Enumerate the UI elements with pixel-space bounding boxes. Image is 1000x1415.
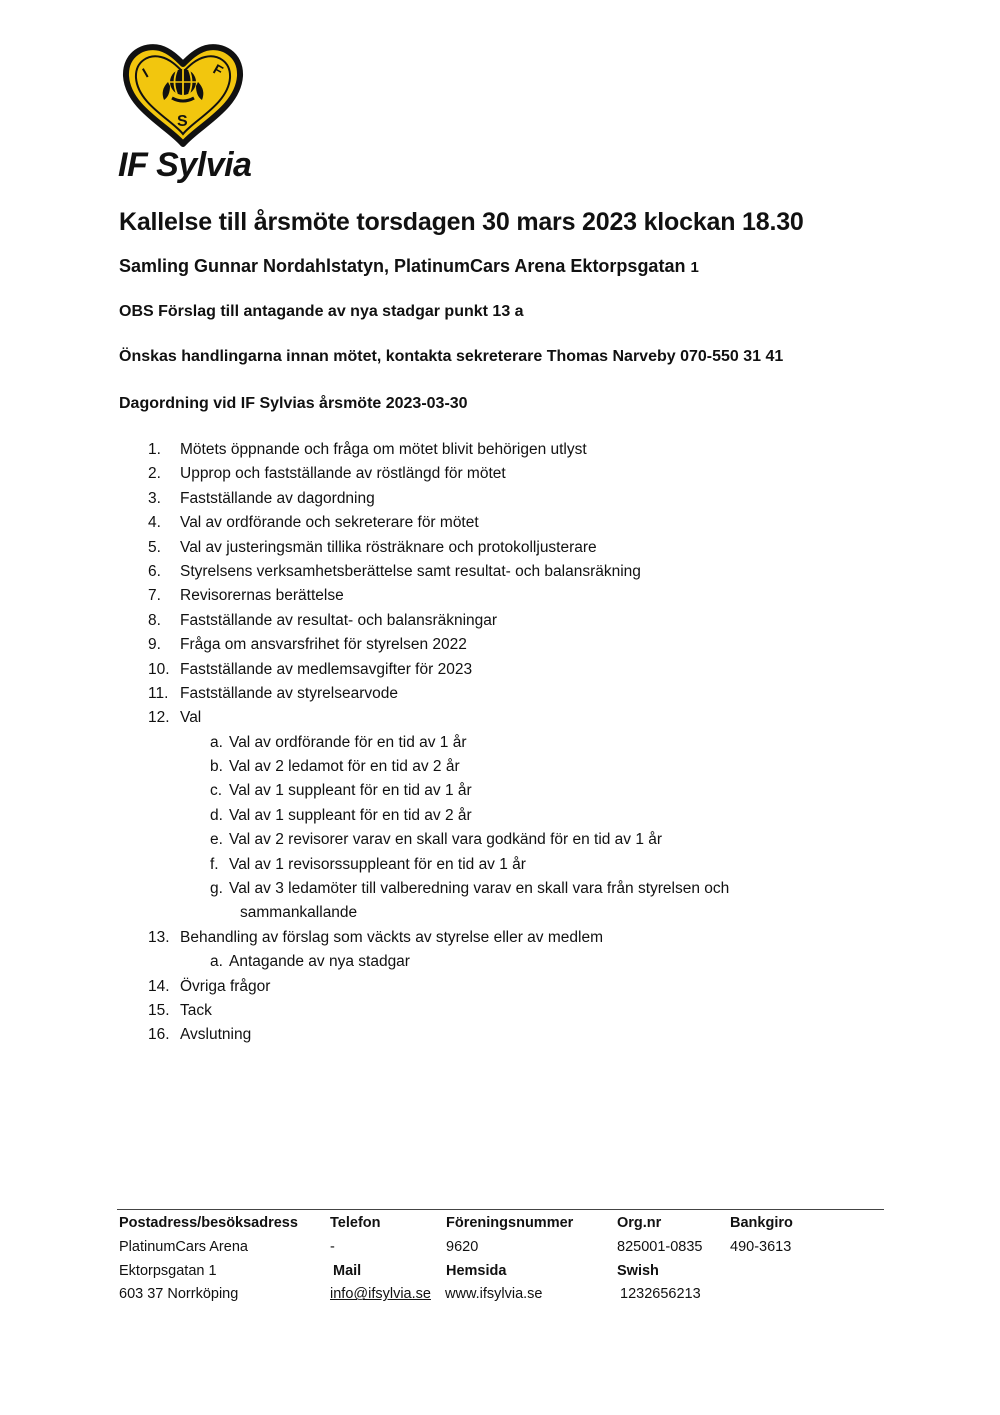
agenda-item: 8. Fastställande av resultat- och balansräkningar: [148, 611, 498, 629]
association-number-label: Föreningsnummer: [446, 1215, 574, 1231]
club-logo: [116, 40, 252, 190]
footer-row: [0, 1283, 1000, 1307]
agenda-item: 5. Val av justeringsmän tillika rösträknare och protokolljusterare: [148, 538, 597, 556]
postal-label: Postadress/besöksadress: [119, 1215, 298, 1231]
postal-line-3: 603 37 Norrköping: [119, 1286, 239, 1303]
agenda-subitem: d. Val av 1 suppleant för en tid av 2 år: [210, 806, 472, 824]
footer-row: [0, 1212, 1000, 1236]
agenda-heading: Dagordning vid IF Sylvias årsmöte 2023-03-30: [119, 395, 468, 412]
agenda-item: 6. Styrelsens verksamhetsberättelse samt resultat- och balansräkning: [148, 562, 641, 580]
postal-line-2: Ektorpsgatan 1: [119, 1262, 217, 1279]
agenda-item: 3. Fastställande av dagordning: [148, 489, 375, 507]
agenda-item: 9. Fråga om ansvarsfrihet för styrelsen 2022: [148, 636, 467, 654]
agenda-item: 2. Upprop och fastställande av röstlängd för mötet: [148, 465, 506, 483]
agenda-subitem: f. Val av 1 revisorssuppleant för en tid av 1 år: [210, 855, 526, 873]
phone-label: Telefon: [330, 1215, 381, 1231]
agenda-item: 10. Fastställande av medlemsavgifter för 2023: [148, 660, 473, 678]
footer-row: [0, 1236, 1000, 1260]
agenda-item: 14. Övriga frågor: [148, 977, 271, 995]
footer-divider: [117, 1209, 884, 1210]
meeting-location-text: Samling Gunnar Nordahlstatyn, PlatinumCars Arena Ektorpsgatan: [119, 256, 686, 276]
bankgiro-label: Bankgiro: [730, 1215, 793, 1231]
agenda-subitem: c. Val av 1 suppleant för en tid av 1 år: [210, 782, 472, 800]
heart-emblem-icon: [120, 40, 246, 150]
agenda-subitem: g. Val av 3 ledamöter till valberedning varav en skall vara från styrelsen och: [210, 880, 730, 898]
agenda-item: 11. Fastställande av styrelsearvode: [148, 684, 398, 702]
agenda-item: 15. Tack: [148, 1001, 212, 1019]
footer: [0, 1212, 1000, 1307]
phone-value: -: [330, 1238, 335, 1255]
agenda-subitem-continuation: sammankallande: [240, 904, 358, 922]
agenda-list: [0, 438, 1000, 1048]
footer-row: [0, 1260, 1000, 1284]
swish-label: Swish: [617, 1262, 659, 1279]
org-number-value: 825001-0835: [617, 1238, 703, 1255]
agenda-item: 13. Behandling av förslag som väckts av styrelse eller av medlem: [148, 928, 603, 946]
agenda-subitem: b. Val av 2 ledamot för en tid av 2 år: [210, 758, 460, 776]
emblem-letter-s: S: [177, 113, 188, 130]
emblem-letter-f: F: [210, 60, 226, 79]
page-title: Kallelse till årsmöte torsdagen 30 mars 2023 klockan 18.30: [119, 208, 804, 236]
website-value: www.ifsylvia.se: [445, 1286, 543, 1303]
agenda-item: 16. Avslutning: [148, 1026, 252, 1044]
swish-value: 1232656213: [620, 1286, 701, 1303]
bankgiro-value: 490-3613: [730, 1238, 792, 1255]
agenda-item: 1. Mötets öppnande och fråga om mötet blivit behörigen utlyst: [148, 441, 587, 458]
meeting-location-number: 1: [690, 259, 699, 276]
association-number-value: 9620: [446, 1238, 479, 1255]
agenda-subitem: a. Antagande av nya stadgar: [210, 953, 410, 971]
agenda-subitem: e. Val av 2 revisorer varav en skall vara godkänd för en tid av 1 år: [210, 831, 663, 849]
mail-label: Mail: [333, 1262, 362, 1279]
meeting-location: [119, 256, 699, 277]
postal-line-1: PlatinumCars Arena: [119, 1238, 248, 1255]
website-label: Hemsida: [446, 1262, 507, 1279]
agenda-item: 12. Val: [148, 709, 202, 727]
logo-text: IF Sylvia: [118, 146, 252, 184]
org-number-label: Org.nr: [617, 1215, 662, 1231]
contact-notice: Önskas handlingarna innan mötet, kontakta sekreterare Thomas Narveby 070-550 31 41: [119, 348, 784, 365]
agenda-item: 4. Val av ordförande och sekreterare för mötet: [148, 514, 479, 532]
mail-link[interactable]: info@ifsylvia.se: [330, 1286, 431, 1303]
agenda-item: 7. Revisorernas berättelse: [148, 587, 344, 605]
agenda-subitem: a. Val av ordförande för en tid av 1 år: [210, 733, 467, 751]
emblem-letter-i: I: [139, 64, 151, 81]
obs-notice: OBS Förslag till antagande av nya stadgar punkt 13 a: [119, 303, 524, 320]
